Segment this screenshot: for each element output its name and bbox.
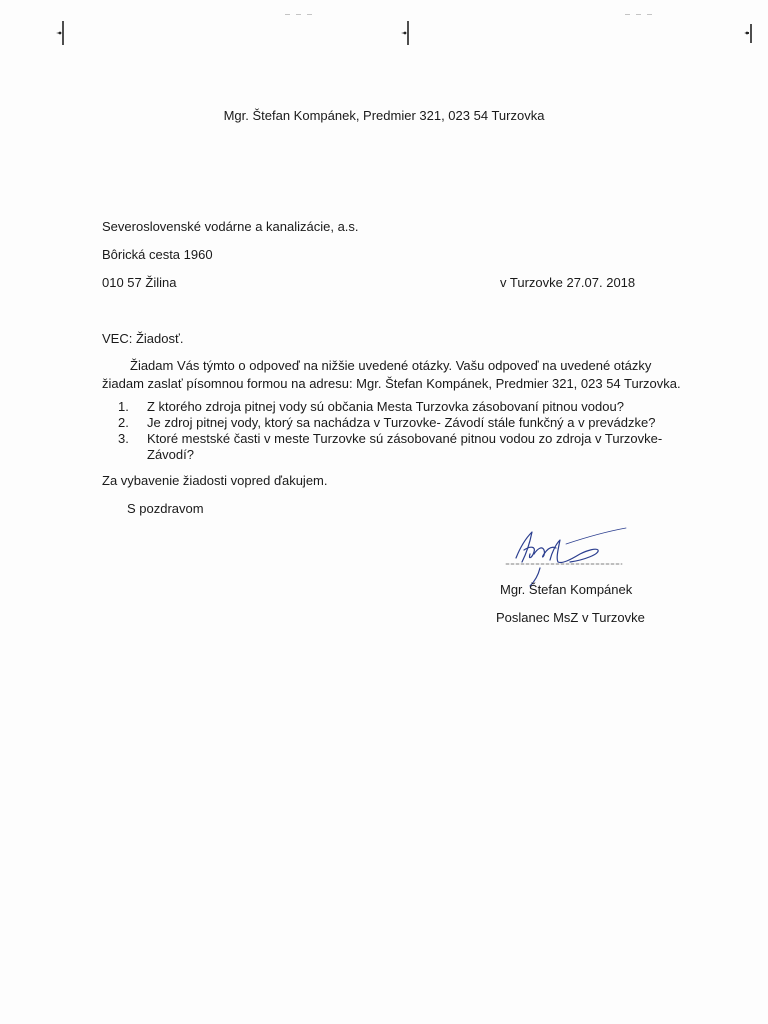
signer-name: Mgr. Štefan Kompánek bbox=[500, 582, 633, 597]
paragraph-line: Žiadam Vás týmto o odpoveď na nižšie uvedené otázky. Vašu odpoveď na uvedené otázky bbox=[130, 358, 652, 373]
list-item bbox=[118, 399, 658, 415]
sender-header: Mgr. Štefan Kompánek, Predmier 321, 023 54 Turzovka bbox=[223, 108, 545, 123]
letter-subject: VEC: Žiadosť. bbox=[102, 331, 184, 346]
list-number: 3. bbox=[118, 431, 129, 446]
list-item bbox=[118, 415, 658, 431]
recipient-street: Bôrická cesta 1960 bbox=[102, 247, 213, 262]
scan-speckles bbox=[285, 14, 318, 20]
question-text: Z ktorého zdroja pitnej vody sú občania Mesta Turzovka zásobovaní pitnou vodou? bbox=[147, 399, 624, 414]
question-list bbox=[118, 399, 663, 463]
crop-mark-icon bbox=[742, 20, 756, 46]
closing-greeting: S pozdravom bbox=[127, 501, 204, 516]
crop-mark-icon bbox=[399, 20, 413, 46]
signer-title: Poslanec MsZ v Turzovke bbox=[496, 610, 645, 625]
question-text: Je zdroj pitnej vody, ktorý sa nachádza v Turzovke- Závodí stále funkčný a v prevádzke? bbox=[147, 415, 656, 430]
scan-speckles bbox=[625, 14, 658, 20]
body-paragraph bbox=[102, 357, 681, 393]
list-number: 2. bbox=[118, 415, 129, 430]
closing-thanks: Za vybavenie žiadosti vopred ďakujem. bbox=[102, 473, 328, 488]
list-item bbox=[118, 431, 663, 463]
question-text: Závodí? bbox=[147, 447, 194, 462]
handwritten-signature-icon bbox=[500, 524, 640, 588]
letter-date: v Turzovke 27.07. 2018 bbox=[500, 275, 636, 290]
question-text: Ktoré mestské časti v meste Turzovke sú zásobované pitnou vodou zo zdroja v Turzovke- bbox=[147, 431, 663, 446]
list-number: 1. bbox=[118, 399, 129, 414]
paragraph-line: žiadam zaslať písomnou formou na adresu: Mgr. Štefan Kompánek, Predmier 321, 023 54 Turzovka. bbox=[102, 376, 681, 391]
crop-mark-icon bbox=[54, 20, 68, 46]
recipient-name: Severoslovenské vodárne a kanalizácie, a.s. bbox=[102, 219, 359, 234]
recipient-city: 010 57 Žilina bbox=[102, 275, 177, 290]
